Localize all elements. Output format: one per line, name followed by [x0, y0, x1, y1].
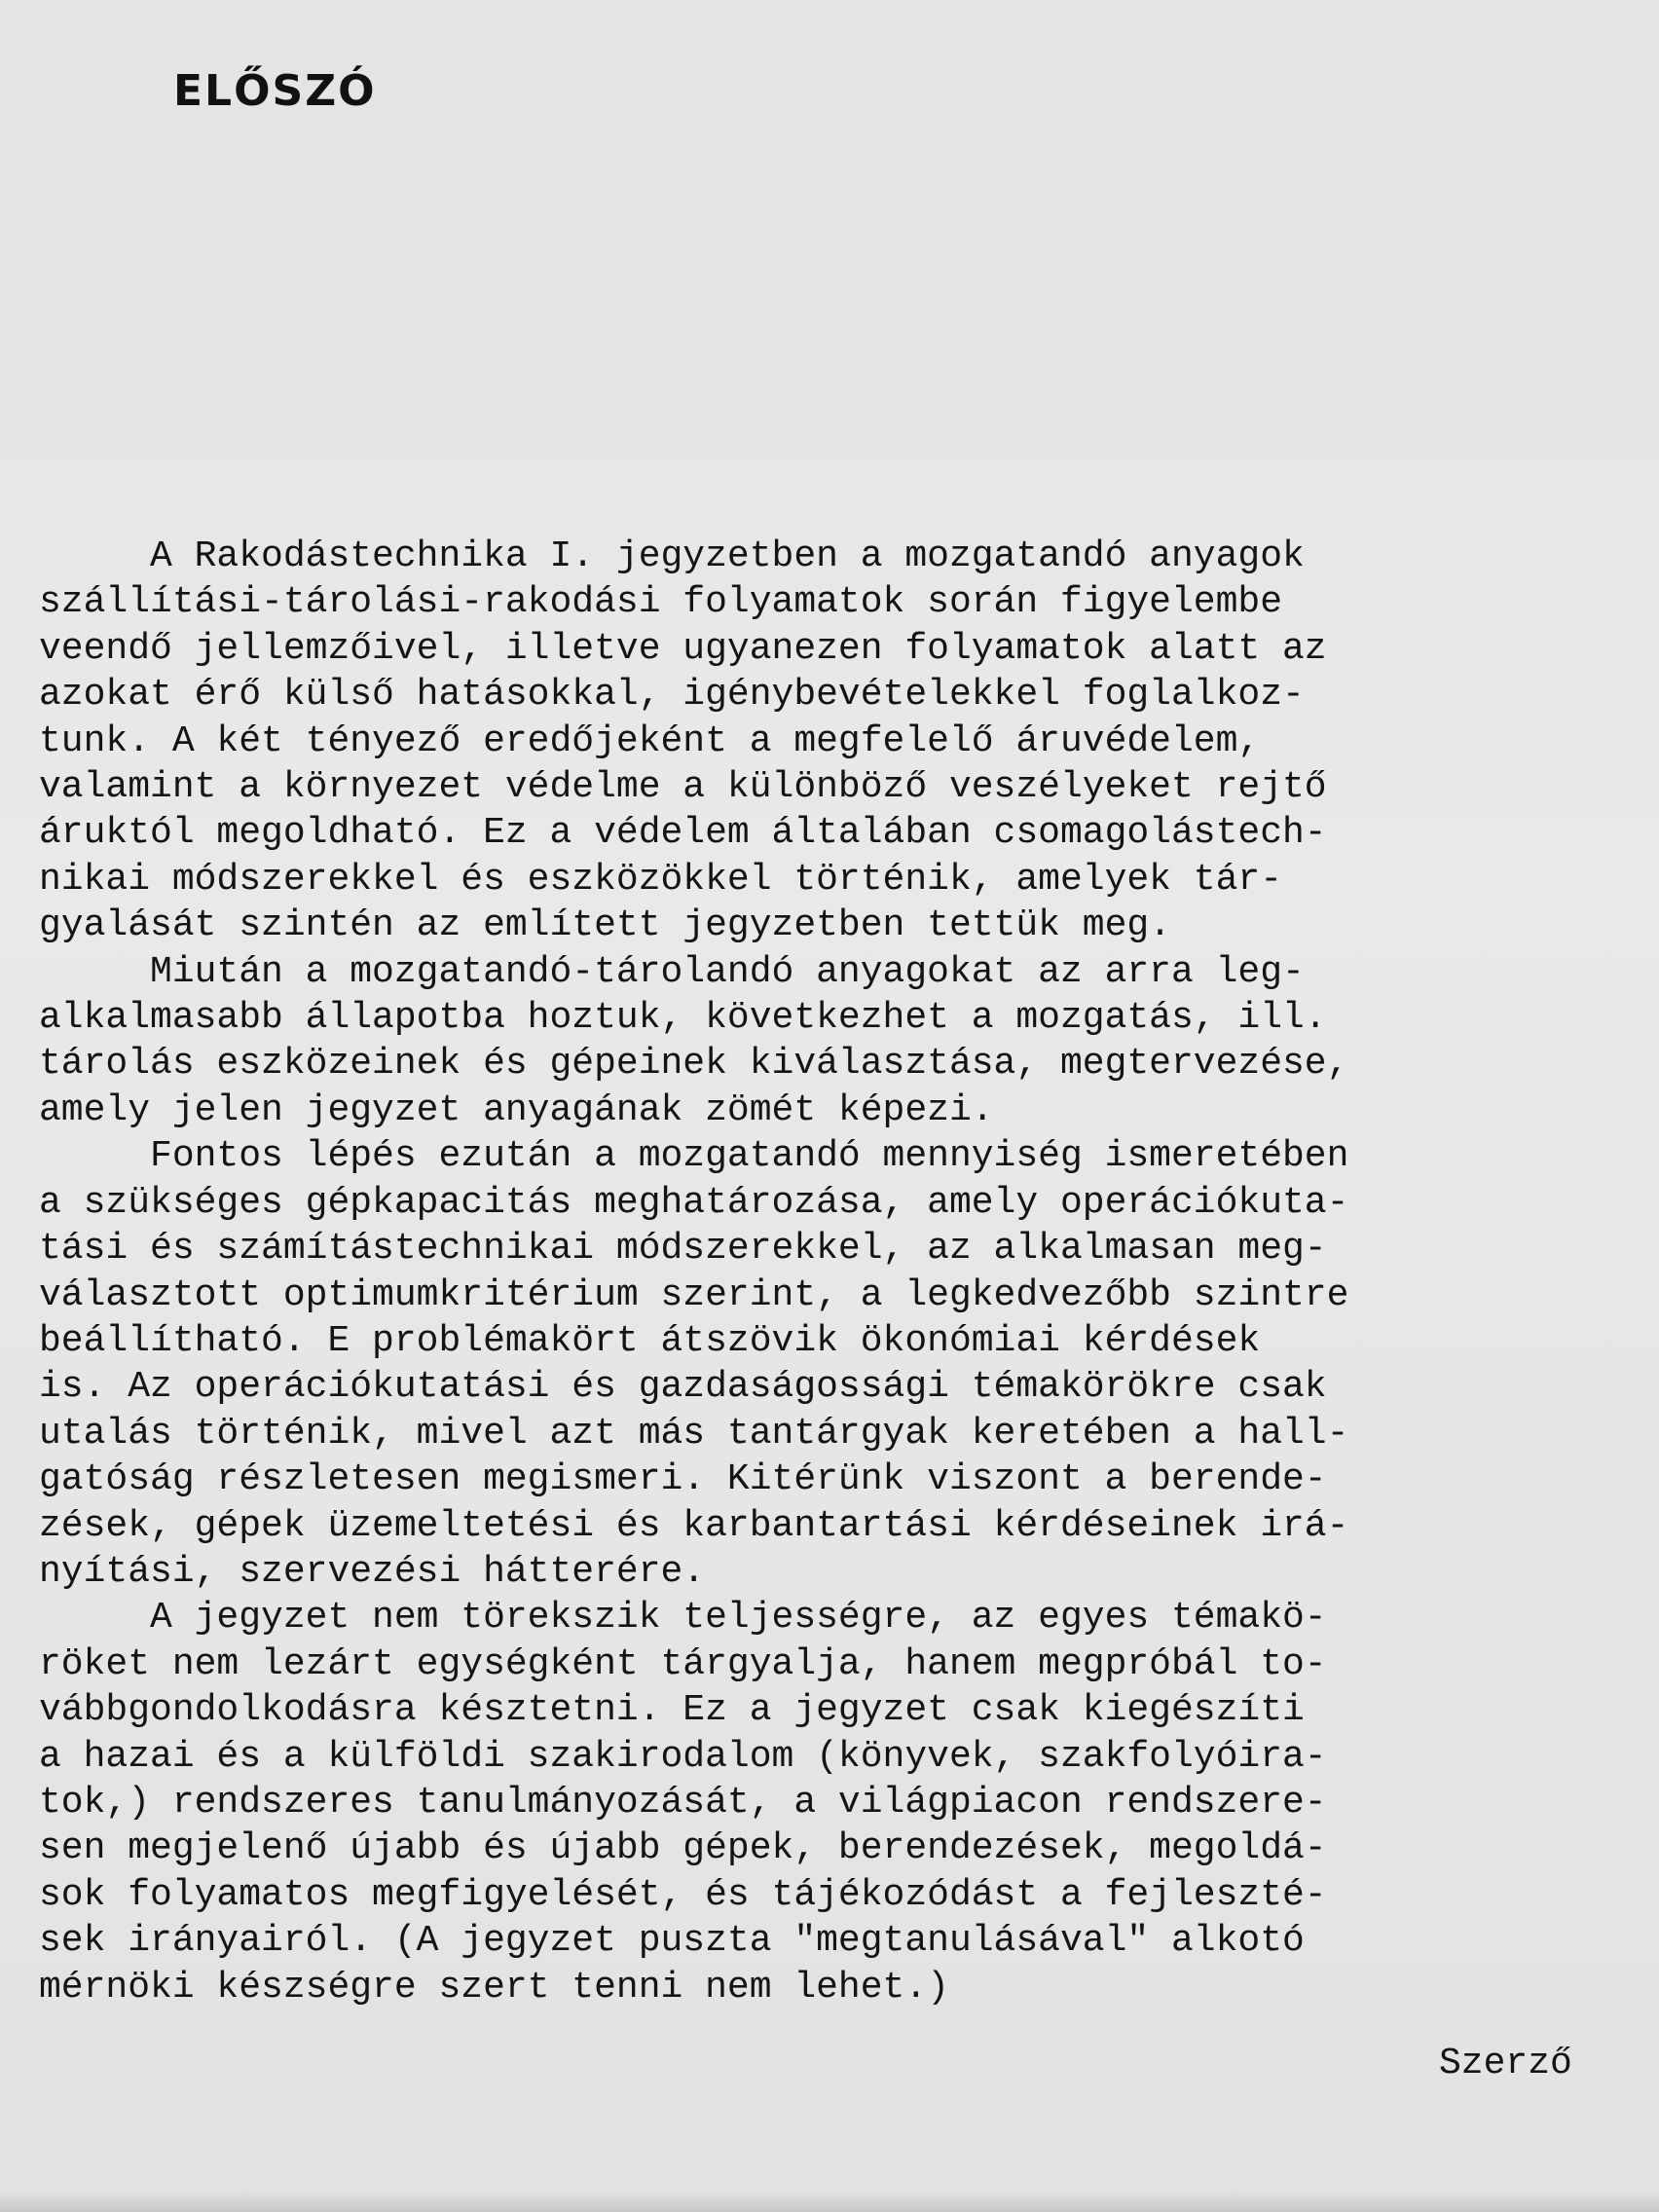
text-line: sok folyamatos megfigyelését, és tájékozódást a fejleszté-	[39, 1873, 1327, 1916]
text-line: mérnöki készségre szert tenni nem lehet.)	[39, 1966, 949, 2009]
text-line: amely jelen jegyzet anyagának zömét képezi.	[39, 1088, 994, 1131]
text-line: vábbgondolkodásra késztetni. Ez a jegyzet csak kiegészíti	[39, 1689, 1305, 1732]
text-line: A Rakodástechnika I. jegyzetben a mozgatandó anyagok	[39, 535, 1305, 577]
text-line: gyalását szintén az említett jegyzetben tettük meg.	[39, 904, 1171, 947]
text-line: alkalmasabb állapotba hoztuk, következhet a mozgatás, ill.	[39, 997, 1327, 1040]
text-line: tok,) rendszeres tanulmányozását, a világpiacon rendszere-	[39, 1781, 1327, 1824]
text-line: tunk. A két tényező eredőjeként a megfelelő áruvédelem,	[39, 719, 1261, 762]
text-line: nikai módszerekkel és eszközökkel történik, amelyek tár-	[39, 858, 1283, 901]
text-line: a szükséges gépkapacitás meghatározása, amely operációkuta-	[39, 1181, 1349, 1224]
text-line: beállítható. E problémakört átszövik ökonómiai kérdések	[39, 1319, 1261, 1362]
text-line: azokat érő külső hatásokkal, igénybevételekkel foglalkoz-	[39, 674, 1305, 717]
text-line: a hazai és a külföldi szakirodalom (könyvek, szakfolyóira-	[39, 1735, 1327, 1778]
text-line: tási és számítástechnikai módszerekkel, az alkalmasan meg-	[39, 1228, 1327, 1271]
text-line: is. Az operációkutatási és gazdaságossági témakörökre csak	[39, 1366, 1327, 1409]
text-line: szállítási-tárolási-rakodási folyamatok során figyelembe	[39, 581, 1283, 624]
text-line: sen megjelenő újabb és újabb gépek, berendezések, megoldá-	[39, 1827, 1327, 1870]
text-line: röket nem lezárt egységként tárgyalja, hanem megpróbál to-	[39, 1642, 1327, 1685]
scan-edge-shadow	[0, 2191, 1659, 2212]
text-line: zések, gépek üzemeltetési és karbantartási kérdéseinek irá-	[39, 1504, 1349, 1547]
text-line: tárolás eszközeinek és gépeinek kiválasztása, megtervezése,	[39, 1043, 1349, 1086]
text-line: nyítási, szervezési hátterére.	[39, 1550, 706, 1593]
text-line: áruktól megoldható. Ez a védelem általában csomagolástech-	[39, 812, 1327, 855]
text-line: veendő jellemzőivel, illetve ugyanezen folyamatok alatt az	[39, 627, 1327, 670]
author-signature: Szerző	[1439, 2043, 1572, 2084]
text-line: valamint a környezet védelme a különböző veszélyeket rejtő	[39, 766, 1327, 809]
text-line: sek irányairól. (A jegyzet puszta "megtanulásával" alkotó	[39, 1920, 1305, 1963]
preface-body	[39, 534, 1636, 2010]
text-line: utalás történik, mivel azt más tantárgyak keretében a hall-	[39, 1412, 1349, 1455]
text-line: Miután a mozgatandó-tárolandó anyagokat az arra leg-	[39, 950, 1305, 993]
page-title: ELŐSZÓ	[173, 66, 377, 116]
text-line: Fontos lépés ezután a mozgatandó mennyiség ismeretében	[39, 1135, 1349, 1178]
text-line: gatóság részletesen megismeri. Kitérünk viszont a berende-	[39, 1458, 1327, 1501]
text-line: A jegyzet nem törekszik teljességre, az egyes témakö-	[39, 1597, 1327, 1640]
text-line: választott optimumkritérium szerint, a legkedvezőbb szintre	[39, 1273, 1349, 1316]
